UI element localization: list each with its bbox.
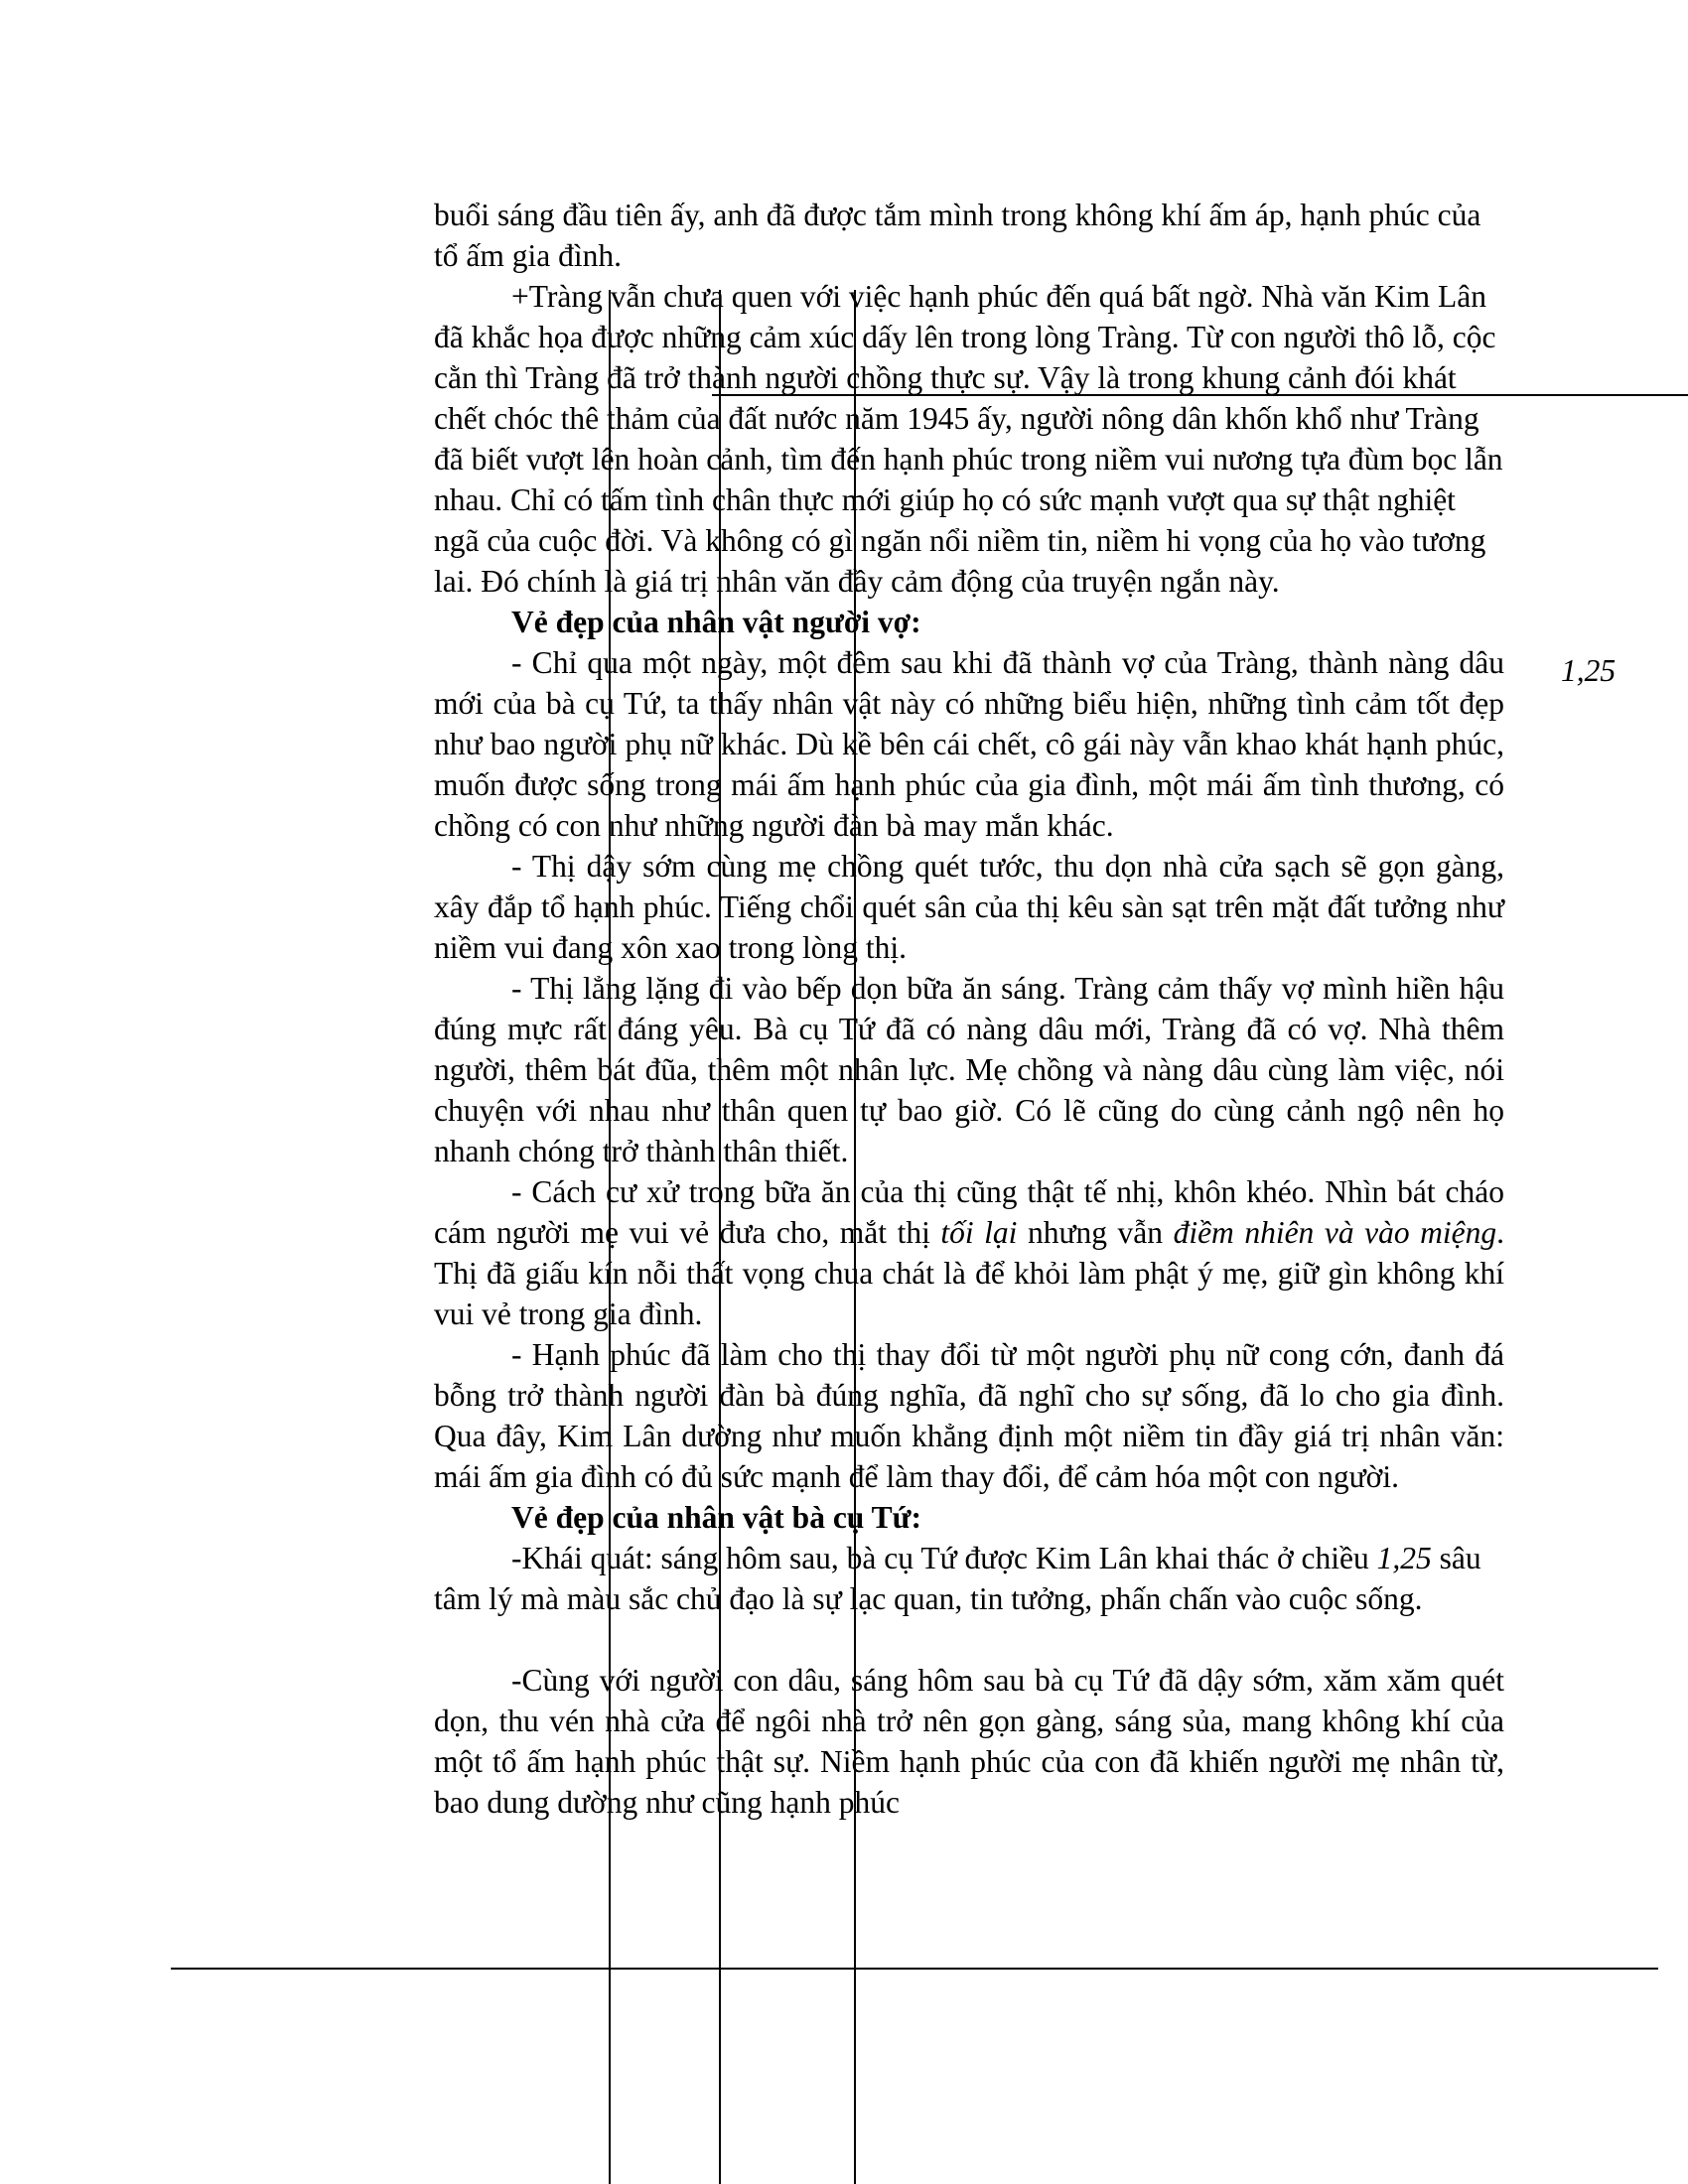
paragraph-intro: buổi sáng đầu tiên ấy, anh đã được tắm mình trong không khí ấm áp, hạnh phúc của tổ ấm gia đình. xyxy=(434,198,1481,273)
paragraph-wife-4 xyxy=(434,1171,1504,1334)
paragraph-mother-2: -Cùng với người con dâu, sáng hôm sau bà cụ Tứ đã dậy sớm, xăm xăm quét dọn, thu vén nhà cửa để ngôi nhà trở nên gọn gàng, sáng sủa, mang không khí của một tổ ấm hạnh phúc thật sự. Niềm hạnh phúc của con đã khiến người mẹ nhân từ, bao dung dường như cũng hạnh phúc xyxy=(434,1663,1504,1820)
paragraph-wife-2: - Thị dậy sớm cùng mẹ chồng quét tước, thu dọn nhà cửa sạch sẽ gọn gàng, xây đắp tổ hạnh phúc. Tiếng chổi quét sân của thị kêu sàn sạt trên mặt đất tưởng như niềm vui đang xôn xao trong lòng thị. xyxy=(434,849,1504,965)
text-run: - Cách cư xử trong bữa ăn của thị cũng thật tế nhị, khôn khéo. Nhìn bát cháo cám người mẹ vui vẻ đưa cho, mắt thị xyxy=(434,1174,1504,1250)
heading-mother: Vẻ đẹp của nhân vật bà cụ Tứ: xyxy=(511,1500,922,1535)
paragraph-trang: +Tràng vẫn chưa quen với việc hạnh phúc đến quá bất ngờ. Nhà văn Kim Lân đã khắc họa được những cảm xúc dấy lên trong lòng Tràng. Từ con người thô lỗ, cộc cằn thì Tràng đã trở thành người chồng thực sự. Vậy là trong khung cảnh đói khát chết chóc thê thảm của đất nước năm 1945 ấy, người nông dân khốn khổ như Tràng đã biết vượt lên hoàn cảnh, tìm đến hạnh phúc trong niềm vui nương tựa đùm bọc lẫn nhau. Chỉ có tấm tình chân thực mới giúp họ có sức mạnh vượt qua sự thật nghiệt ngã của cuộc đời. Và không có gì ngăn nổi niềm tin, niềm hi vọng của họ vào tương lai. Đó chính là giá trị nhân văn đầy cảm động của truyện ngắn này. xyxy=(434,279,1503,599)
score-label: 1,25 xyxy=(1561,653,1617,688)
answer-text-column xyxy=(434,195,1504,1823)
paragraph-mother-1-cont: tâm lý mà màu sắc chủ đạo là sự lạc quan, tin tưởng, phấn chấn vào cuộc sống. xyxy=(434,1581,1423,1616)
paragraph-mother-1 xyxy=(434,1538,1504,1578)
italic-quote: điềm nhiên và vào miệng xyxy=(1173,1215,1497,1250)
table-bottom-rule xyxy=(171,1968,1658,1970)
paragraph-wife-1: - Chỉ qua một ngày, một đêm sau khi đã thành vợ của Tràng, thành nàng dâu mới của bà cụ Tứ, ta thấy nhân vật này có những biểu hiện, những tình cảm tốt đẹp như bao người phụ nữ khác. Dù kề bên cái chết, cô gái này vẫn khao khát hạnh phúc, muốn được sống trong mái ấm hạnh phúc của gia đình, một mái ấm tình thương, có chồng có con như những người đàn bà may mắn khác. xyxy=(434,645,1504,843)
text-run: . Thị đã giấu kín nỗi thất vọng chua chát là để khỏi làm phật ý mẹ, giữ gìn không khí vui vẻ trong gia đình. xyxy=(434,1215,1504,1331)
heading-wife: Vẻ đẹp của nhân vật người vợ: xyxy=(511,605,921,639)
paragraph-wife-3: - Thị lẳng lặng đi vào bếp dọn bữa ăn sáng. Tràng cảm thấy vợ mình hiền hậu đúng mực rất đáng yêu. Bà cụ Tứ đã có nàng dâu mới, Tràng đã có vợ. Nhà thêm người, thêm bát đũa, thêm một nhân lực. Mẹ chồng và nàng dâu cùng làm việc, nói chuyện với nhau như thân quen tự bao giờ. Có lẽ cũng do cùng cảnh ngộ nên họ nhanh chóng trở thành thân thiết. xyxy=(434,971,1504,1168)
paragraph-wife-5: - Hạnh phúc đã làm cho thị thay đổi từ một người phụ nữ cong cớn, đanh đá bỗng trở thành người đàn bà đúng nghĩa, đã nghĩ cho sự sống, đã lo cho gia đình. Qua đây, Kim Lân dường như muốn khẳng định một niềm tin đầy giá trị nhân văn: mái ấm gia đình có đủ sức mạnh để làm thay đổi, để cảm hóa một con người. xyxy=(434,1337,1504,1494)
italic-quote: tối lại xyxy=(940,1215,1018,1250)
blank-line xyxy=(434,1619,1504,1660)
text-run: nhưng vẫn xyxy=(1017,1215,1174,1250)
text-run: sâu xyxy=(1431,1541,1481,1575)
inline-score: 1,25 xyxy=(1376,1541,1432,1575)
text-run: -Khái quát: sáng hôm sau, bà cụ Tứ được Kim Lân khai thác ở chiều xyxy=(511,1541,1377,1575)
